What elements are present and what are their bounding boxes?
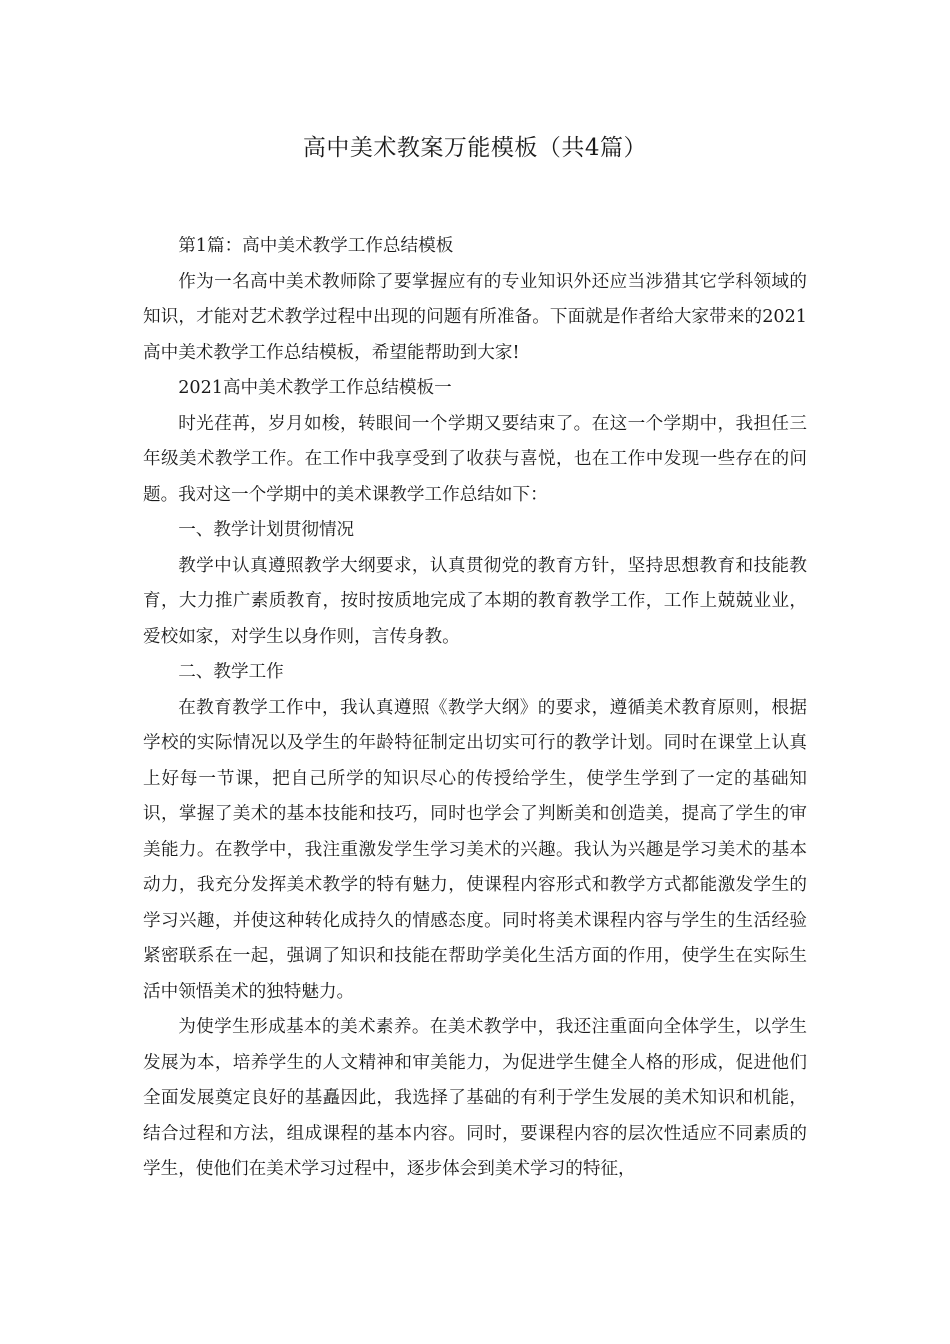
subheading-teaching: 二、教学工作 <box>178 662 284 682</box>
body-paragraph: 教学中认真遵照教学大纲要求，认真贯彻党的教育方针，坚持思想教育和技能教育，大力推广素质教育，按时按质地完成了本期的教育教学工作，工作上兢兢业业，爱校如家，对学生以身作则，言传身教。 <box>143 555 807 647</box>
intro-paragraph: 作为一名高中美术教师除了要掌握应有的专业知识外还应当涉猎其它学科领域的知识，才能对艺术教学过程中出现的问题有所准备。下面就是作者给大家带来的2021高中美术教学工作总结模板，希望能帮助到大家! <box>143 271 807 363</box>
document-title: 高中美术教案万能模板（共4篇） <box>302 135 648 161</box>
document-body <box>143 229 807 1188</box>
section-heading-part1: 第1篇：高中美术教学工作总结模板 <box>178 236 454 256</box>
body-paragraph: 为使学生形成基本的美术素养。在美术教学中，我还注重面向全体学生，以学生发展为本，培养学生的人文精神和审美能力，为促进学生健全人格的形成，促进他们全面发展奠定良好的基矗因此，我选择了基础的有利于学生发展的美术知识和机能，结合过程和方法，组成课程的基本内容。同时，要课程内容的层次性适应不同素质的学生，使他们在美术学习过程中，逐步体会到美术学习的特征， <box>143 1017 807 1179</box>
body-paragraph: 在教育教学工作中，我认真遵照《教学大纲》的要求，遵循美术教育原则，根据学校的实际情况以及学生的年龄特征制定出切实可行的教学计划。同时在课堂上认真上好每一节课，把自己所学的知识尽心的传授给学生，使学生学到了一定的基础知识，掌握了美术的基本技能和技巧，同时也学会了判断美和创造美，提高了学生的审美能力。在教学中，我注重激发学生学习美术的兴趣。我认为兴趣是学习美术的基本动力，我充分发挥美术教学的特有魅力，使课程内容形式和教学方式都能激发学生的学习兴趣，并使这种转化成持久的情感态度。同时将美术课程内容与学生的生活经验紧密联系在一起，强调了知识和技能在帮助学美化生活方面的作用，使学生在实际生活中领悟美术的独特魅力。 <box>143 697 807 1002</box>
template-heading: 2021高中美术教学工作总结模板一 <box>178 378 452 398</box>
body-paragraph: 时光荏苒，岁月如梭，转眼间一个学期又要结束了。在这一个学期中，我担任三年级美术教学工作。在工作中我享受到了收获与喜悦，也在工作中发现一些存在的问题。我对这一个学期中的美术课教学工作总结如下： <box>143 413 807 505</box>
subheading-plan: 一、教学计划贯彻情况 <box>178 520 355 540</box>
